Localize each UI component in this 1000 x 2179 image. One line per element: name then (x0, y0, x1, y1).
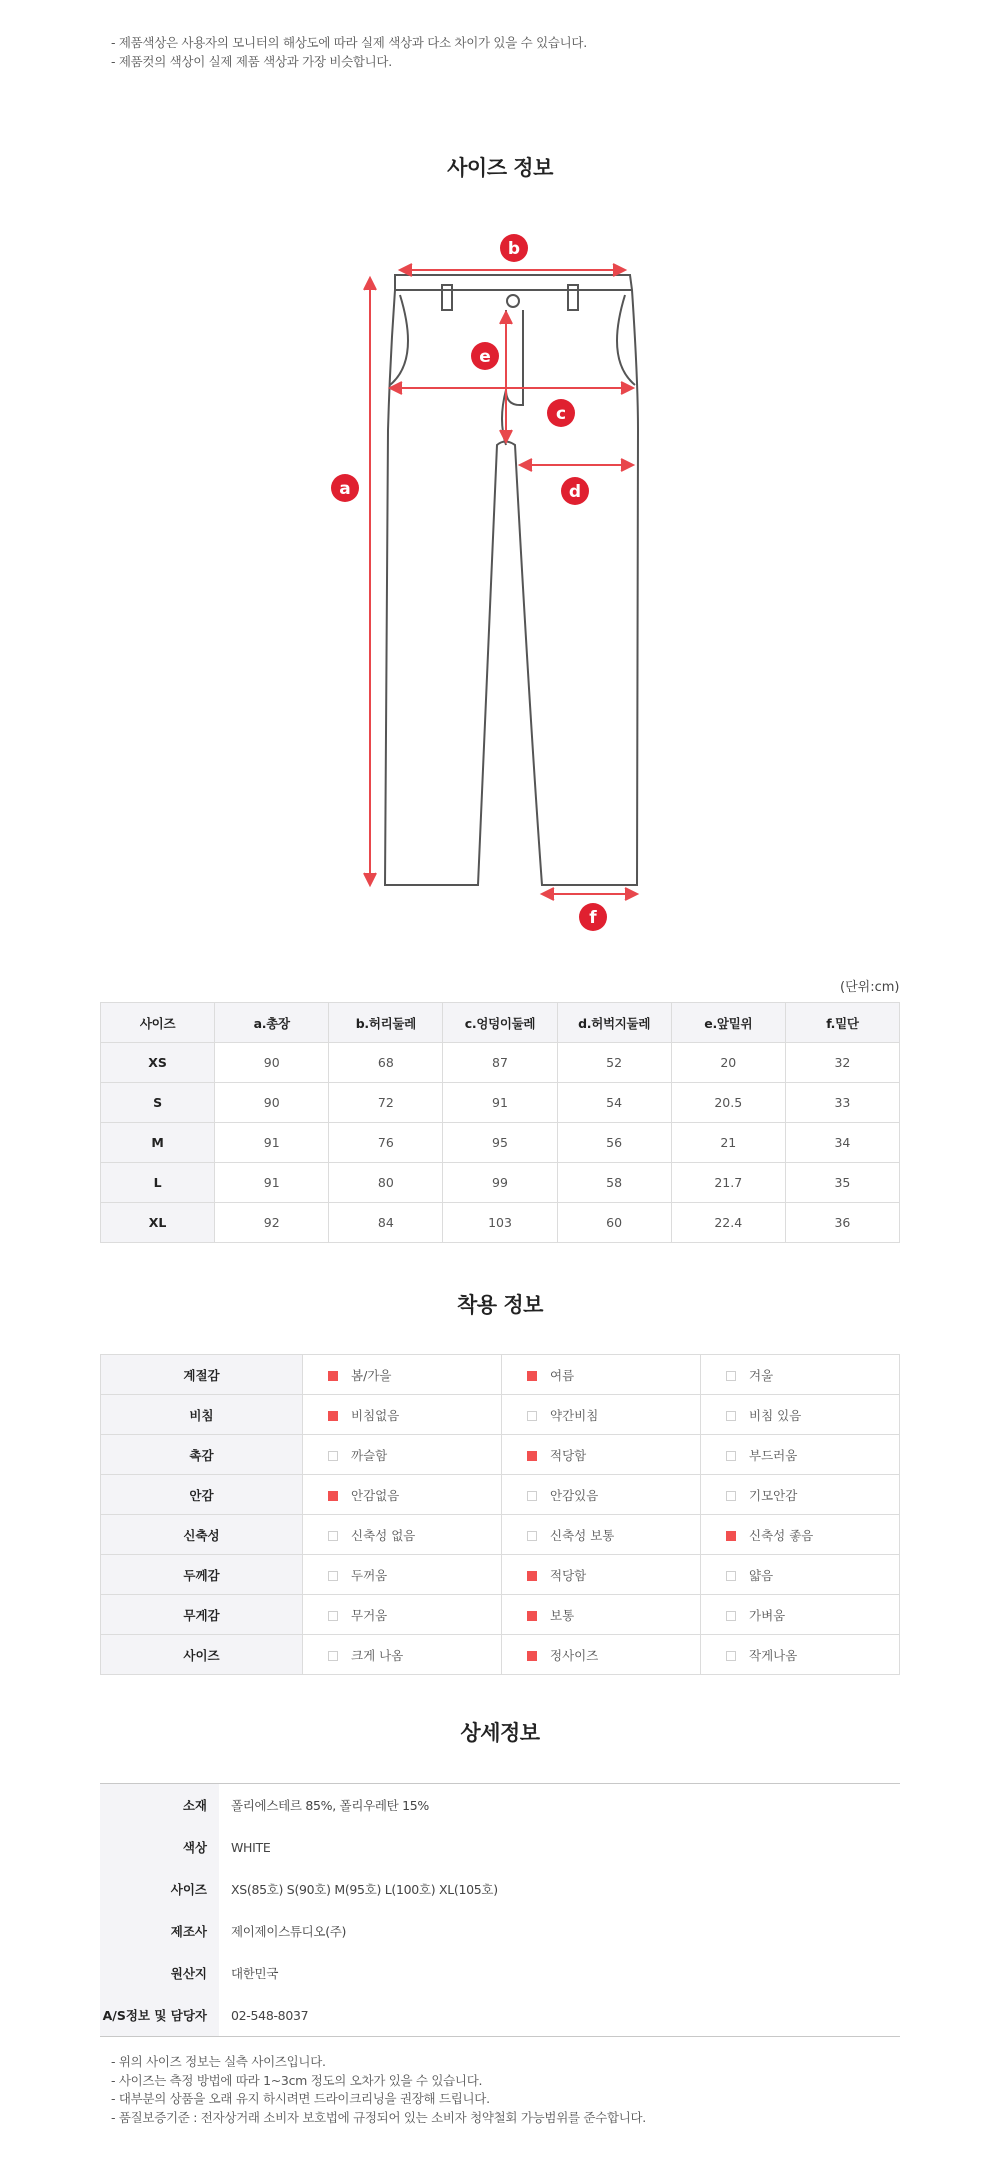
unchecked-box-icon (726, 1451, 736, 1461)
fit-option-label: 가벼움 (749, 1607, 786, 1623)
fit-option-label: 적당함 (550, 1447, 587, 1463)
detail-label: 소재 (100, 1784, 219, 1827)
unchecked-box-icon (726, 1571, 736, 1581)
fit-row-label: 사이즈 (101, 1635, 303, 1675)
size-name-cell: S (101, 1083, 215, 1123)
label-d: d (568, 482, 582, 502)
measurement-cell: 72 (329, 1083, 443, 1123)
header-cell: f.밑단 (785, 1003, 899, 1043)
measurement-cell: 36 (785, 1203, 899, 1243)
size-table-row (101, 1043, 900, 1083)
unchecked-box-icon (328, 1571, 338, 1581)
measurement-cell: 21 (671, 1123, 785, 1163)
fit-info-title: 착용 정보 (457, 1293, 543, 1317)
fit-row-label: 계절감 (101, 1355, 303, 1395)
measurement-cell: 87 (443, 1043, 557, 1083)
header-cell: c.엉덩이둘레 (443, 1003, 557, 1043)
detail-value: 폴리에스테르 85%, 폴리우레탄 15% (231, 1798, 429, 1813)
note-line: - 위의 사이즈 정보는 실측 사이즈입니다. (111, 2054, 326, 2069)
header-cell: 사이즈 (101, 1003, 215, 1043)
measurement-cell: 91 (215, 1123, 329, 1163)
detail-row (100, 1826, 900, 1868)
detail-row (100, 1910, 900, 1952)
detail-row (100, 1868, 900, 1910)
measurement-cell: 103 (443, 1203, 557, 1243)
note-line: - 대부분의 상품을 오래 유지 하시려면 드라이크리닝을 권장해 드립니다. (111, 2091, 490, 2106)
fit-option (701, 1435, 900, 1475)
unchecked-box-icon (726, 1411, 736, 1421)
fit-option-label: 기모안감 (749, 1487, 798, 1503)
measurement-cell: 22.4 (671, 1203, 785, 1243)
bottom-notes (111, 2053, 646, 2127)
fit-option-label: 얇음 (749, 1567, 774, 1583)
measurement-cell: 90 (215, 1043, 329, 1083)
fit-row (101, 1475, 900, 1515)
fit-option-label: 신축성 보통 (550, 1527, 615, 1543)
measurement-cell: 80 (329, 1163, 443, 1203)
measurement-cell: 76 (329, 1123, 443, 1163)
header-cell: e.앞밑위 (671, 1003, 785, 1043)
fit-row (101, 1595, 900, 1635)
pants-size-diagram (320, 220, 660, 940)
fit-row-label: 무게감 (101, 1595, 303, 1635)
unchecked-box-icon (726, 1651, 736, 1661)
detail-label: A/S정보 및 담당자 (100, 1994, 219, 2037)
fit-option (502, 1635, 701, 1675)
size-table-row (101, 1203, 900, 1243)
fit-option (303, 1355, 502, 1395)
fit-row-label: 비침 (101, 1395, 303, 1435)
unchecked-box-icon (328, 1611, 338, 1621)
measurement-cell: 32 (785, 1043, 899, 1083)
fit-row-label: 안감 (101, 1475, 303, 1515)
fit-option (303, 1555, 502, 1595)
fit-option-label: 봄/가을 (351, 1367, 392, 1383)
fit-option-label: 약간비침 (550, 1407, 599, 1423)
unchecked-box-icon (328, 1651, 338, 1661)
detail-label: 원산지 (100, 1952, 219, 1994)
size-table (100, 1002, 900, 1243)
fit-option-label: 겨울 (749, 1367, 774, 1383)
size-table-header-row (101, 1003, 900, 1043)
measurement-cell: 90 (215, 1083, 329, 1123)
detail-label: 사이즈 (100, 1868, 219, 1910)
fit-option-label: 무거움 (351, 1607, 388, 1623)
detail-value: 대한민국 (231, 1966, 279, 1981)
fit-option-label: 작게나옴 (749, 1647, 798, 1663)
fit-option (303, 1595, 502, 1635)
fit-row (101, 1515, 900, 1555)
measurement-cell: 52 (557, 1043, 671, 1083)
fit-option (701, 1515, 900, 1555)
checked-box-icon (527, 1451, 537, 1461)
measurement-cell: 33 (785, 1083, 899, 1123)
fit-option-label: 안감있음 (550, 1487, 599, 1503)
fit-option-label: 까슬함 (351, 1447, 388, 1463)
measurement-cell: 99 (443, 1163, 557, 1203)
fit-option (701, 1475, 900, 1515)
label-c: c (555, 404, 567, 424)
size-name-cell: XS (101, 1043, 215, 1083)
unchecked-box-icon (726, 1491, 736, 1501)
checked-box-icon (328, 1411, 338, 1421)
size-table-row (101, 1123, 900, 1163)
label-b: b (507, 239, 521, 259)
fit-option (303, 1435, 502, 1475)
measurement-cell: 56 (557, 1123, 671, 1163)
fit-option (303, 1515, 502, 1555)
fit-option (701, 1635, 900, 1675)
measurement-cell: 20 (671, 1043, 785, 1083)
fit-option (303, 1475, 502, 1515)
fit-option (701, 1555, 900, 1595)
fit-option-label: 두꺼움 (351, 1567, 388, 1583)
measurement-cell: 35 (785, 1163, 899, 1203)
header-cell: b.허리둘레 (329, 1003, 443, 1043)
detail-row (100, 1784, 900, 1827)
fit-option (502, 1355, 701, 1395)
fit-option (502, 1555, 701, 1595)
fit-row-label: 촉감 (101, 1435, 303, 1475)
fit-option (502, 1435, 701, 1475)
fit-option-label: 신축성 없음 (351, 1527, 416, 1543)
measurement-cell: 68 (329, 1043, 443, 1083)
measurement-cell: 60 (557, 1203, 671, 1243)
detail-value: 02-548-8037 (231, 2007, 309, 2023)
measurement-cell: 34 (785, 1123, 899, 1163)
fit-option (701, 1595, 900, 1635)
checked-box-icon (527, 1651, 537, 1661)
unchecked-box-icon (328, 1531, 338, 1541)
header-cell: a.총장 (215, 1003, 329, 1043)
fit-option (502, 1395, 701, 1435)
fit-option-label: 신축성 좋음 (749, 1527, 814, 1543)
checked-box-icon (527, 1571, 537, 1581)
measurement-cell: 54 (557, 1083, 671, 1123)
size-table-row (101, 1163, 900, 1203)
label-a: a (339, 479, 351, 499)
unchecked-box-icon (726, 1371, 736, 1381)
fit-option-label: 여름 (550, 1367, 575, 1383)
unchecked-box-icon (527, 1411, 537, 1421)
fit-option-label: 보통 (550, 1607, 575, 1623)
checked-box-icon (527, 1611, 537, 1621)
fit-row (101, 1395, 900, 1435)
fit-option (502, 1515, 701, 1555)
size-name-cell: M (101, 1123, 215, 1163)
fit-option (303, 1635, 502, 1675)
label-f: f (589, 908, 597, 928)
detail-value: WHITE (231, 1839, 271, 1855)
unchecked-box-icon (726, 1611, 736, 1621)
fit-row-label: 두께감 (101, 1555, 303, 1595)
fit-table (100, 1354, 900, 1675)
fit-option (701, 1395, 900, 1435)
top-notes (111, 33, 587, 71)
header-cell: d.허벅지둘레 (557, 1003, 671, 1043)
fit-option-label: 정사이즈 (550, 1647, 599, 1663)
unchecked-box-icon (527, 1531, 537, 1541)
unit-label: (단위:cm) (840, 980, 900, 995)
fit-row (101, 1435, 900, 1475)
checked-box-icon (527, 1371, 537, 1381)
measurement-cell: 91 (215, 1163, 329, 1203)
note-line: - 제품컷의 색상이 실제 제품 색상과 가장 비슷합니다. (111, 54, 392, 69)
detail-label: 색상 (100, 1826, 219, 1868)
fit-option-label: 비침 있음 (749, 1407, 802, 1423)
fit-option (502, 1475, 701, 1515)
measurement-cell: 58 (557, 1163, 671, 1203)
size-info-title: 사이즈 정보 (447, 156, 553, 180)
fit-option (502, 1595, 701, 1635)
fit-option-label: 안감없음 (351, 1487, 400, 1503)
detail-table (100, 1783, 900, 2037)
measurement-cell: 92 (215, 1203, 329, 1243)
detail-row (100, 1994, 900, 2037)
measurement-cell: 84 (329, 1203, 443, 1243)
checked-box-icon (328, 1371, 338, 1381)
fit-option-label: 비침없음 (351, 1407, 400, 1423)
detail-value: 제이제이스튜디오(주) (231, 1924, 347, 1939)
size-name-cell: XL (101, 1203, 215, 1243)
measurement-cell: 21.7 (671, 1163, 785, 1203)
measurement-cell: 95 (443, 1123, 557, 1163)
fit-option-label: 크게 나옴 (351, 1647, 404, 1663)
size-table-row (101, 1083, 900, 1123)
fit-row (101, 1635, 900, 1675)
fit-row-label: 신축성 (101, 1515, 303, 1555)
detail-row (100, 1952, 900, 1994)
fit-row (101, 1555, 900, 1595)
detail-value: XS(85호) S(90호) M(95호) L(100호) XL(105호) (231, 1882, 498, 1897)
label-e: e (479, 347, 491, 367)
note-line: - 사이즈는 측정 방법에 따라 1~3cm 정도의 오차가 있을 수 있습니다. (111, 2072, 483, 2088)
measurement-cell: 91 (443, 1083, 557, 1123)
measurement-cell: 20.5 (671, 1083, 785, 1123)
checked-box-icon (328, 1491, 338, 1501)
fit-option (701, 1355, 900, 1395)
detail-info-title: 상세정보 (460, 1721, 540, 1745)
fit-option (303, 1395, 502, 1435)
unchecked-box-icon (328, 1451, 338, 1461)
detail-label: 제조사 (100, 1910, 219, 1952)
checked-box-icon (726, 1531, 736, 1541)
unchecked-box-icon (527, 1491, 537, 1501)
note-line: - 품질보증기준 : 전자상거래 소비자 보호법에 규정되어 있는 소비자 청약철회 가능범위를 준수합니다. (111, 2109, 646, 2125)
fit-option-label: 적당함 (550, 1567, 587, 1583)
size-name-cell: L (101, 1163, 215, 1203)
fit-option-label: 부드러움 (749, 1447, 798, 1463)
fit-row (101, 1355, 900, 1395)
note-line: - 제품색상은 사용자의 모니터의 해상도에 따라 실제 색상과 다소 차이가 있을 수 있습니다. (111, 35, 587, 50)
